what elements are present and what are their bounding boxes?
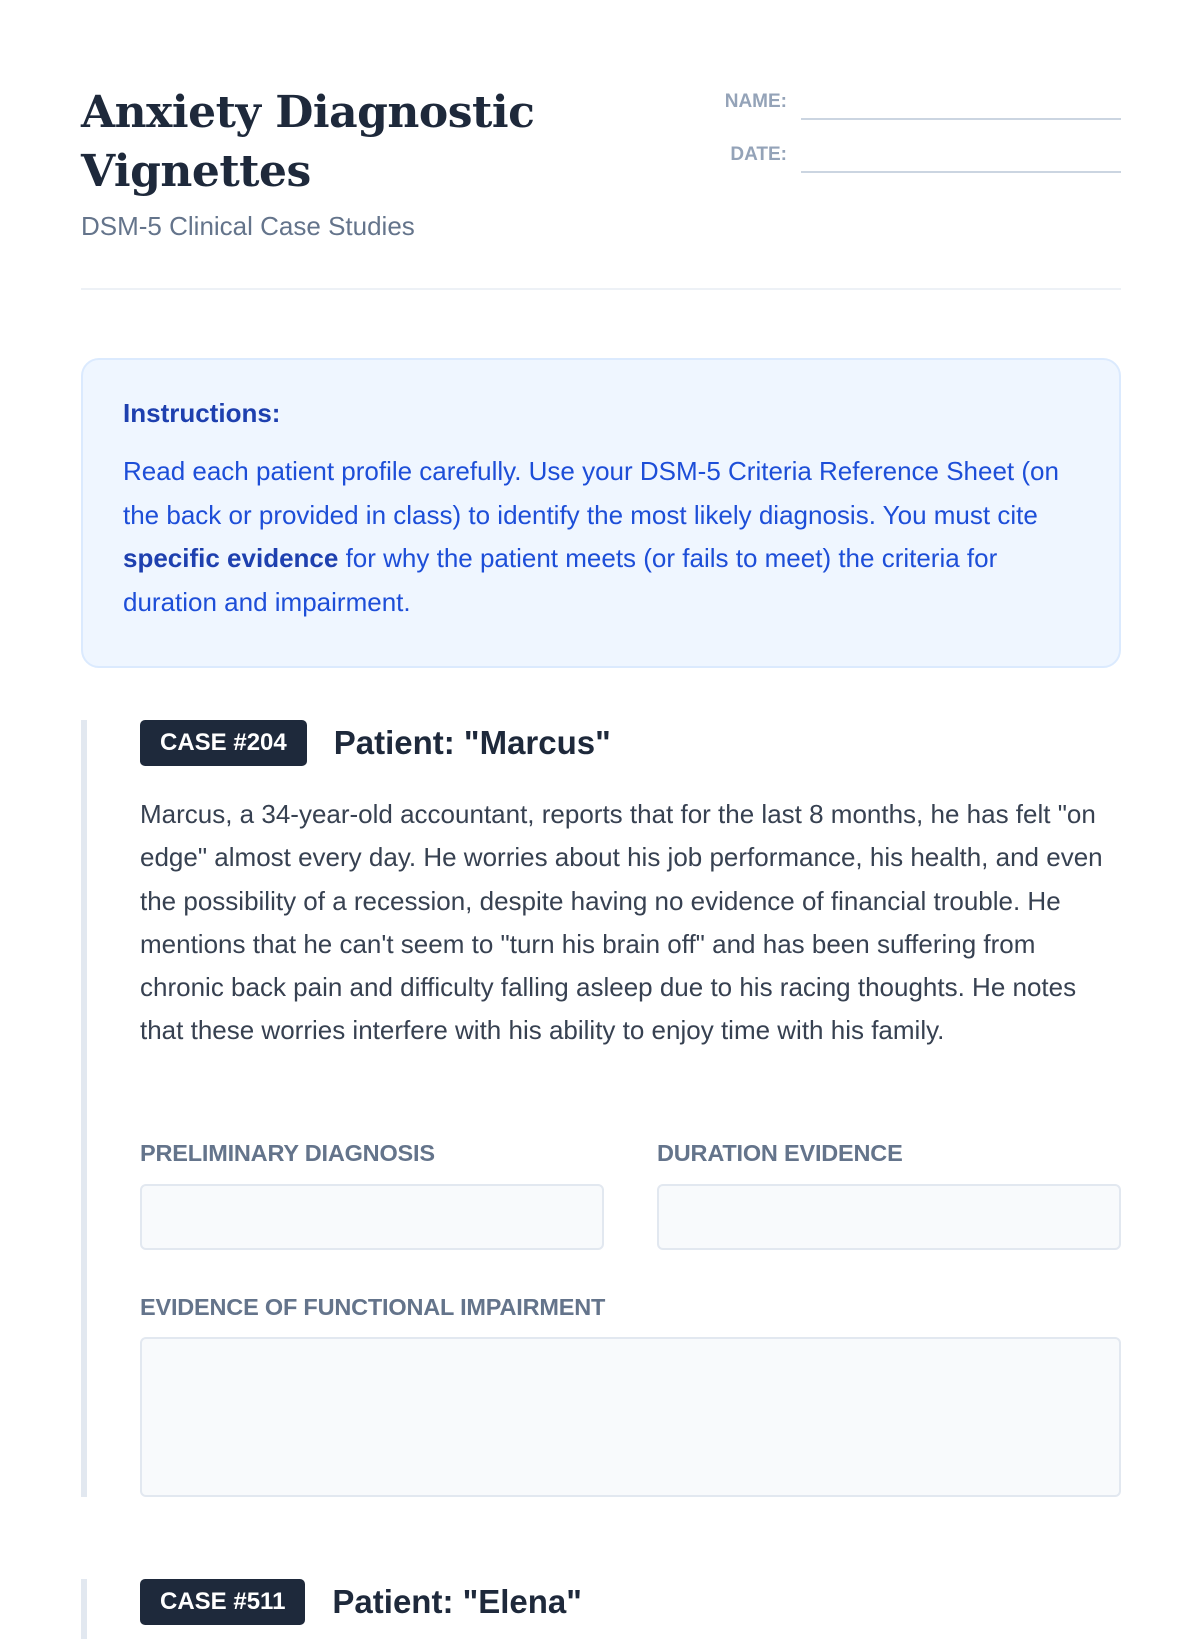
impairment-input[interactable] <box>140 1337 1121 1497</box>
case-header <box>140 720 611 766</box>
case-patient-name: Patient: "Marcus" <box>333 724 611 761</box>
case-accent-bar <box>81 1579 87 1639</box>
instructions-text-end: for why the patient meets (or fails to meet) the criteria for duration and impairment. <box>123 543 998 617</box>
date-label: DATE: <box>730 144 787 165</box>
page-title: Anxiety Diagnostic Vignettes <box>81 87 535 197</box>
case-header <box>140 1579 582 1625</box>
date-write-line[interactable] <box>801 141 1121 173</box>
instructions-box <box>81 358 1121 668</box>
date-field-row <box>667 141 1121 173</box>
header-divider <box>81 288 1121 290</box>
instructions-text-emphasis: specific evidence <box>123 543 339 573</box>
case-section <box>81 720 1121 1600</box>
case-vignette-text: Marcus, a 34-year-old accountant, reports that for the last 8 months, he has felt "on edge" almost every day. He worries about his job performance, his health, and even the possibility of a recession, despite having no evidence of financial trouble. He mentions that he can't seem to "turn his brain off" and has been suffering from chronic back pain and difficulty falling asleep due to his racing thoughts. He notes that these worries interfere with his ability to enjoy time with his family. <box>140 799 1103 1046</box>
case-patient-name: Patient: "Elena" <box>332 1583 582 1620</box>
name-field-row <box>667 88 1121 120</box>
instructions-text <box>123 450 1079 624</box>
instructions-heading: Instructions: <box>123 398 281 428</box>
case-section <box>81 1579 1121 1639</box>
duration-input[interactable] <box>657 1184 1121 1250</box>
page-subtitle: DSM-5 Clinical Case Studies <box>81 211 415 241</box>
impairment-label: EVIDENCE OF FUNCTIONAL IMPAIRMENT <box>140 1294 606 1320</box>
name-write-line[interactable] <box>801 88 1121 120</box>
diagnosis-label: PRELIMINARY DIAGNOSIS <box>140 1140 435 1166</box>
case-number-badge: CASE #204 <box>140 720 307 766</box>
case-number-badge: CASE #511 <box>140 1579 305 1625</box>
worksheet-header <box>81 78 1121 290</box>
duration-label: DURATION EVIDENCE <box>657 1140 903 1166</box>
instructions-text-start: Read each patient profile carefully. Use your DSM-5 Criteria Reference Sheet (on the back or provided in class) to identify the most likely diagnosis. You must cite <box>123 456 1059 530</box>
case-accent-bar <box>81 720 87 1497</box>
diagnosis-input[interactable] <box>140 1184 604 1250</box>
name-label: NAME: <box>724 91 787 112</box>
